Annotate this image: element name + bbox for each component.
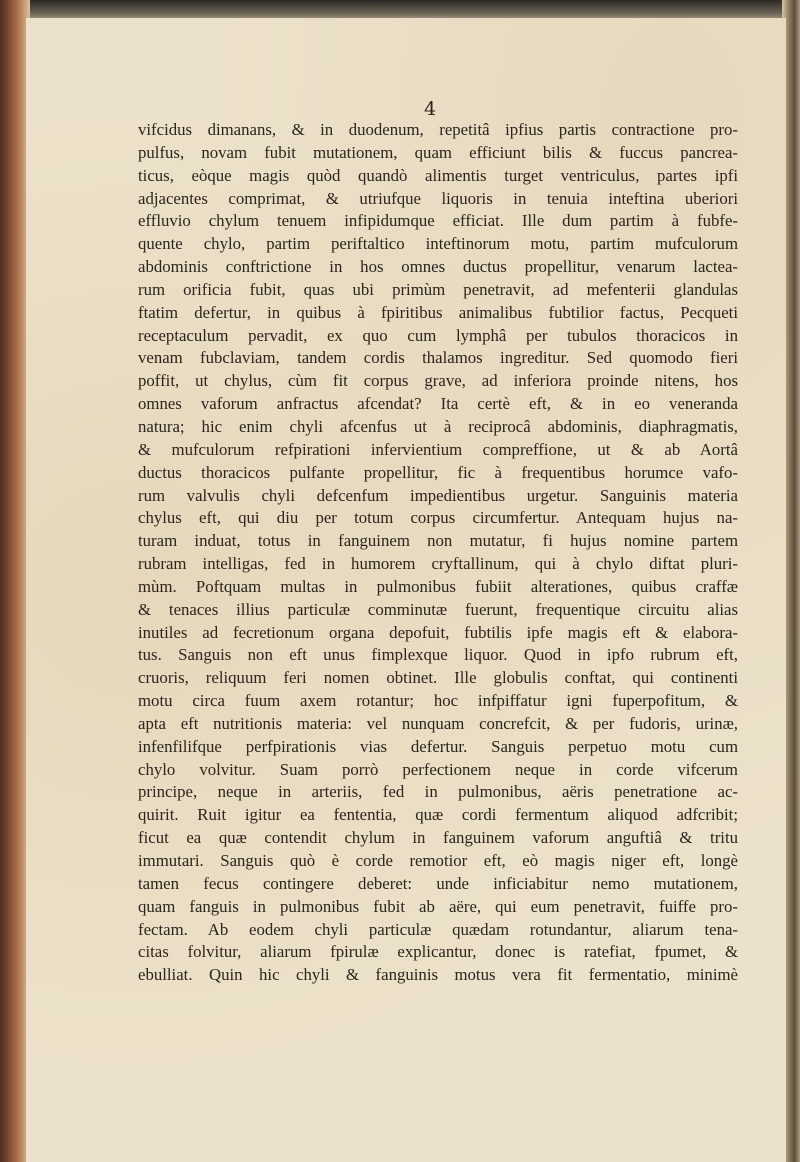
text-line: & mufculorum refpirationi infervientium compreffione, ut & ab Aortâ xyxy=(138,439,738,459)
text-line: venam fubclaviam, tandem cordis thalamos ingreditur. Sed quomodo fieri xyxy=(138,348,738,368)
text-line: apta eft nutritionis materia: vel nunquam concrefcit, & per fudoris, urinæ, xyxy=(138,713,738,733)
text-line: chylus eft, qui diu per totum corpus circumfertur. Antequam hujus na- xyxy=(138,508,738,528)
text-line: vifcidus dimanans, & in duodenum, repetitâ ipfius partis contractione pro- xyxy=(138,120,738,139)
text-line: omnes vaforum anfractus afcendat? Ita certè eft, & in eo veneranda xyxy=(138,394,738,414)
text-line: adjacentes comprimat, & utriufque liquoris in tenuia inteftina uberiori xyxy=(138,188,738,208)
body-text xyxy=(138,119,738,987)
text-line: poffit, ut chylus, cùm fit corpus grave, ad inferiora proinde nitens, hos xyxy=(138,371,738,391)
text-line: infenfilifque perfpirationis vias defertur. Sanguis perpetuo motu cum xyxy=(138,736,738,756)
text-line: rubram intelligas, fed in humorem cryftallinum, qui à chylo diftat pluri- xyxy=(138,554,738,574)
text-line: abdominis conftrictione in hos omnes ductus propellitur, venarum lactea- xyxy=(138,257,738,277)
text-line: chylo volvitur. Suam porrò perfectionem neque in corde vifcerum xyxy=(138,759,738,779)
text-line: inutiles ad fecretionum organa depofuit, fubtilis ipfe magis eft & elabora- xyxy=(138,622,738,642)
text-line: principe, neque in arteriis, fed in pulmonibus, aëris penetratione ac- xyxy=(138,782,738,802)
text-line: turam induat, totus in fanguinem non mutatur, fi hujus nomine partem xyxy=(138,531,738,551)
text-line: mùm. Poftquam multas in pulmonibus fubiit alterationes, quibus craffæ xyxy=(138,576,738,596)
text-line: motu circa fuum axem rotantur; hoc infpiffatur igni fuperpofitum, & xyxy=(138,691,738,711)
text-line: quente chylo, partim periftaltico inteftinorum motu, partim mufculorum xyxy=(138,234,738,254)
text-line: ebulliat. Quin hic chyli & fanguinis motus vera fit fermentatio, minimè xyxy=(138,965,738,985)
text-line: cruoris, reliquum feri nomen obtinet. Ille globulis conftat, qui continenti xyxy=(138,668,738,688)
text-line: effluvio chylum tenuem infipidumque efficiat. Ille dum partim à fubfe- xyxy=(138,211,738,231)
text-line: receptaculum pervadit, ex quo cum lymphâ per tubulos thoracicos in xyxy=(138,325,738,345)
text-line: quirit. Ruit igitur ea fententia, quæ cordi fermentum aliquod adfcribit; xyxy=(138,805,738,825)
page-number: 4 xyxy=(424,98,437,120)
text-line: tamen fecus contingere deberet: unde inficiabitur nemo mutationem, xyxy=(138,873,738,893)
text-line: immutari. Sanguis quò è corde remotior eft, eò magis niger eft, longè xyxy=(138,851,738,870)
text-line: fectam. Ab eodem chyli particulæ quædam rotundantur, aliarum tena- xyxy=(138,919,738,939)
text-line: rum valvulis chyli defcenfum impedientibus urgetur. Sanguinis materia xyxy=(138,485,738,505)
text-line: ftatim defertur, in quibus à fpiritibus animalibus fubtilior factus, Pecqueti xyxy=(138,302,738,322)
text-line: pulfus, novam fubit mutationem, quam efficiunt bilis & fuccus pancrea- xyxy=(138,142,738,162)
text-line: ductus thoracicos pulfante propellitur, fic à frequentibus horumce vafo- xyxy=(138,462,738,482)
text-line: ficut ea quæ contendit chylum in fanguinem vaforum anguftiâ & tritu xyxy=(138,828,738,848)
text-line: natura; hic enim chyli afcenfus ut à reciprocâ abdominis, diaphragmatis, xyxy=(138,416,738,436)
text-line: rum orificia fubit, quas ubi primùm penetravit, ad mefenterii glandulas xyxy=(138,279,738,299)
text-line: & tenaces illius particulæ comminutæ fuerunt, frequentique circuitu alias xyxy=(138,599,738,619)
text-line: quam fanguis in pulmonibus fubit ab aëre, qui eum penetravit, fuiffe pro- xyxy=(138,896,738,916)
text-line: ticus, eòque magis quòd quandò alimentis turget ventriculus, partes ipfi xyxy=(138,165,738,185)
text-line: citas folvitur, aliarum fpirulæ explicantur, donec is ratefiat, fpumet, & xyxy=(138,942,738,962)
text-line: tus. Sanguis non eft unus fimplexque liquor. Quod in ipfo rubrum eft, xyxy=(138,645,738,665)
